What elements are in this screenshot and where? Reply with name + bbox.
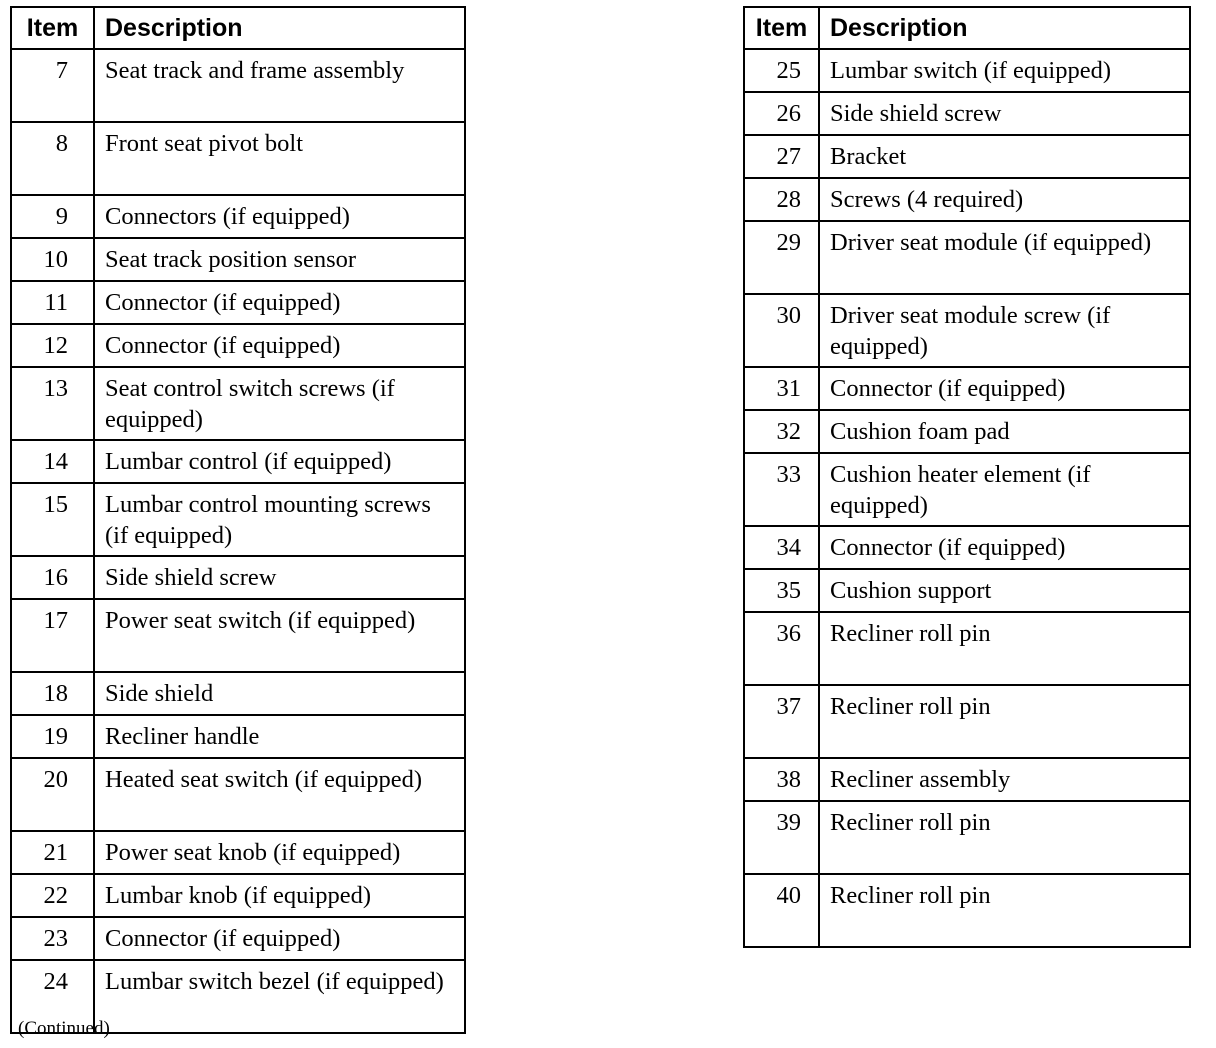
item-description: Side shield screw (94, 556, 465, 599)
item-description: Driver seat module (if equipped) (819, 221, 1190, 294)
item-number: 17 (11, 599, 94, 672)
description-column-header: Description (819, 7, 1190, 49)
item-number: 7 (11, 49, 94, 122)
table-row (11, 715, 465, 758)
table-row (11, 483, 465, 556)
table-row (744, 453, 1190, 526)
item-description: Connector (if equipped) (94, 324, 465, 367)
table-row (11, 831, 465, 874)
item-number: 8 (11, 122, 94, 195)
item-description: Bracket (819, 135, 1190, 178)
item-number: 19 (11, 715, 94, 758)
item-description: Lumbar knob (if equipped) (94, 874, 465, 917)
table-row (11, 238, 465, 281)
item-description: Side shield (94, 672, 465, 715)
item-description: Front seat pivot bolt (94, 122, 465, 195)
table-row (11, 49, 465, 122)
item-description: Power seat switch (if equipped) (94, 599, 465, 672)
table-row (744, 135, 1190, 178)
table-row (11, 874, 465, 917)
item-number: 9 (11, 195, 94, 238)
table-row (744, 758, 1190, 801)
item-number: 27 (744, 135, 819, 178)
table-row (744, 526, 1190, 569)
table-body-left (11, 49, 465, 1033)
item-number: 32 (744, 410, 819, 453)
item-description: Connectors (if equipped) (94, 195, 465, 238)
item-description: Lumbar switch (if equipped) (819, 49, 1190, 92)
item-description: Cushion heater element (if equipped) (819, 453, 1190, 526)
item-description: Screws (4 required) (819, 178, 1190, 221)
table-row (11, 122, 465, 195)
item-description: Connector (if equipped) (94, 281, 465, 324)
table-row (744, 612, 1190, 685)
table-row (744, 221, 1190, 294)
header-row (11, 7, 465, 49)
item-number: 35 (744, 569, 819, 612)
table-row (11, 599, 465, 672)
item-description: Connector (if equipped) (819, 367, 1190, 410)
item-number: 25 (744, 49, 819, 92)
item-description: Recliner roll pin (819, 801, 1190, 874)
item-number: 18 (11, 672, 94, 715)
item-description: Power seat knob (if equipped) (94, 831, 465, 874)
item-description: Seat track and frame assembly (94, 49, 465, 122)
item-description: Seat track position sensor (94, 238, 465, 281)
item-number: 39 (744, 801, 819, 874)
item-description: Heated seat switch (if equipped) (94, 758, 465, 831)
item-description: Cushion foam pad (819, 410, 1190, 453)
item-column-header: Item (11, 7, 94, 49)
continued-note: (Continued) (18, 1018, 110, 1039)
item-number: 37 (744, 685, 819, 758)
table-row (11, 758, 465, 831)
item-description: Recliner assembly (819, 758, 1190, 801)
table-row (11, 556, 465, 599)
header-row (744, 7, 1190, 49)
item-number: 30 (744, 294, 819, 367)
item-number: 20 (11, 758, 94, 831)
parts-table-left (10, 6, 466, 1034)
item-description: Connector (if equipped) (819, 526, 1190, 569)
item-description: Recliner roll pin (819, 874, 1190, 947)
item-description: Recliner handle (94, 715, 465, 758)
item-number: 16 (11, 556, 94, 599)
item-number: 36 (744, 612, 819, 685)
table-row (11, 672, 465, 715)
item-description: Seat control switch screws (if equipped) (94, 367, 465, 440)
item-number: 13 (11, 367, 94, 440)
item-description: Lumbar control (if equipped) (94, 440, 465, 483)
table-row (744, 178, 1190, 221)
table-row (11, 917, 465, 960)
item-number: 21 (11, 831, 94, 874)
table-row (744, 367, 1190, 410)
item-number: 34 (744, 526, 819, 569)
table-row (744, 294, 1190, 367)
table-row (744, 685, 1190, 758)
item-number: 23 (11, 917, 94, 960)
table-row (11, 324, 465, 367)
item-number: 24 (11, 960, 94, 1033)
item-number: 29 (744, 221, 819, 294)
description-column-header: Description (94, 7, 465, 49)
table-row (744, 410, 1190, 453)
table-row (744, 49, 1190, 92)
item-description: Connector (if equipped) (94, 917, 465, 960)
item-number: 15 (11, 483, 94, 556)
item-number: 38 (744, 758, 819, 801)
table-row (744, 874, 1190, 947)
item-description: Driver seat module screw (if equipped) (819, 294, 1190, 367)
item-description: Side shield screw (819, 92, 1190, 135)
table-row (744, 569, 1190, 612)
item-number: 31 (744, 367, 819, 410)
item-column-header: Item (744, 7, 819, 49)
table-row (11, 440, 465, 483)
item-number: 11 (11, 281, 94, 324)
item-description: Recliner roll pin (819, 685, 1190, 758)
item-number: 10 (11, 238, 94, 281)
item-number: 22 (11, 874, 94, 917)
item-description: Lumbar control mounting screws (if equipped) (94, 483, 465, 556)
item-number: 40 (744, 874, 819, 947)
item-number: 26 (744, 92, 819, 135)
table-body-right (744, 49, 1190, 947)
item-description: Cushion support (819, 569, 1190, 612)
table-row (11, 281, 465, 324)
item-number: 28 (744, 178, 819, 221)
table-row (744, 92, 1190, 135)
parts-table-right (743, 6, 1191, 948)
item-description: Recliner roll pin (819, 612, 1190, 685)
item-number: 14 (11, 440, 94, 483)
table-row (11, 367, 465, 440)
item-number: 33 (744, 453, 819, 526)
item-description: Lumbar switch bezel (if equipped) (94, 960, 465, 1033)
table-row (11, 195, 465, 238)
table-row (744, 801, 1190, 874)
item-number: 12 (11, 324, 94, 367)
